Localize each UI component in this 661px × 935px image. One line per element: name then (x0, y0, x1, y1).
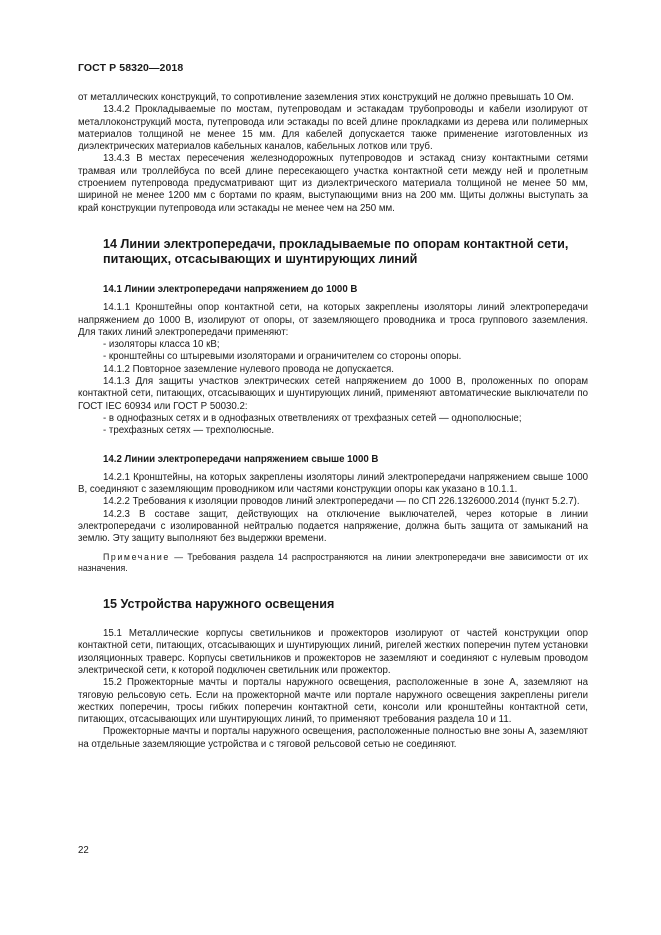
paragraph-13-4-3: 13.4.3 В местах пересечения железнодорожных путепроводов и эстакад снизу контактными сетями трамвая или троллейбуса по всей длине пересекающего участка контактной сети между ней и пролетным строением путепровода предусматривают щит из диэлектрического материала толщиной не менее 50 мм, шириной не менее 1200 мм с бортами по краям, выступающими вниз на 200 мм. Щиты должны выступать за край конструкции путепровода или эстакады не менее чем на 250 мм. (78, 153, 588, 214)
page-number: 22 (78, 845, 89, 856)
section-15-heading: 15 Устройства наружного освещения (103, 596, 335, 611)
paragraph-14-2-3: 14.2.3 В составе защит, действующих на отключение выключателей, через которые в линии электропередачи с изолированной нейтралью подается напряжение, должна быть защита от замыканий на землю. Эту защиту выполняют без выдержки времени. (78, 508, 588, 545)
document-body (78, 92, 588, 751)
paragraph-continuation: от металлических конструкций, то сопротивление заземления этих конструкций не должно превышать 10 Ом. (78, 92, 574, 103)
paragraph-14-1-2: 14.1.2 Повторное заземление нулевого провода не допускается. (103, 363, 394, 375)
paragraph-14-2-1: 14.2.1 Кронштейны, на которых закреплены изоляторы линий электропередачи напряжением свыше 1000 В, соединяют с заземляющим проводником или частями конструкции опоры как указано в 10.1.1. (78, 471, 588, 496)
paragraph-14-1-1: 14.1.1 Кронштейны опор контактной сети, на которых закреплены изоляторы линий электропередачи напряжением до 1000 В, изолируют от опоры, от заземляющего проводника и троса группового заземления. Для таких линий электропередачи применяют: (78, 302, 588, 338)
paragraph-15-2: 15.2 Прожекторные мачты и порталы наружного освещения, расположенные в зоне А, заземляют на тяговую рельсовую сеть. Если на прожекторной мачте или портале наружного освещения закреплены ригели жестких поперечин, тросы гибких поперечин контактной сети, консоли или кронштейны контактной сети, питающих, отсасывающих или шунтирующих линий, то применяют требования раздела 10 и 11. (78, 677, 588, 726)
paragraph-15-1: 15.1 Металлические корпусы светильников и прожекторов изолируют от частей конструкции опор контактной сети, питающих, отсасывающих и шунтирующих линий, ригелей жестких поперечин путем установки изоляционных траверс. Корпусы светильников и прожекторов не заземляют и соединяют с нулевым проводом электрической сети, к которой подключен светильник или прожектор. (78, 628, 588, 676)
document-header: ГОСТ Р 58320—2018 (78, 62, 184, 74)
note-text: — Требования раздела 14 распространяются на линии электропередачи вне зависимости от их назначения. (78, 551, 588, 574)
paragraph-15-2-cont: Прожекторные мачты и порталы наружного освещения, расположенные полностью вне зоны А, заземляют на отдельные заземляющие устройства и с тяговой рельсовой сетью не соединяют. (78, 726, 588, 750)
section-14-heading: 14 Линии электропередачи, прокладываемые по опорам контактной сети, питающих, отсасывающих и шунтирующих линий (103, 236, 569, 267)
subsection-14-1-heading: 14.1 Линии электропередачи напряжением до 1000 В (103, 283, 358, 295)
paragraph-14-1-3: 14.1.3 Для защиты участков электрических сетей напряжением до 1000 В, проложенных по опорам контактной сети, питающих, отсасывающих и шунтирующих линий, применяют автоматические выключатели по ГОСТ IEC 60934 или ГОСТ Р 50030.2: (78, 376, 588, 412)
list-item: - изоляторы класса 10 кВ; (103, 339, 220, 351)
paragraph-14-2-2: 14.2.2 Требования к изоляции проводов линий электропередачи — по СП 226.1326000.2014 (пункт 5.2.7). (103, 496, 580, 508)
list-item: - трехфазных сетях — трехполюсные. (103, 425, 275, 437)
section-14-note (78, 552, 588, 575)
note-label: Примечание (103, 551, 170, 562)
subsection-14-2-heading: 14.2 Линии электропередачи напряжением свыше 1000 В (103, 453, 379, 465)
list-item: - в однофазных сетях и в однофазных ответвлениях от трехфазных сетей — однополюсные; (103, 412, 522, 424)
paragraph-13-4-2: 13.4.2 Прокладываемые по мостам, путепроводам и эстакадам трубопроводы и кабели изолируют от металлоконструкций моста, путепровода или эстакады по всей длине прокладками из дерева или полимерных материалов толщиной не менее 15 мм. Для кабелей допускается также применение изготовленных из диэлектрических материалов кабельных каналов, кабельных лотков или труб. (78, 104, 588, 153)
list-item: - кронштейны со штыревыми изоляторами и ограничителем со стороны опоры. (103, 351, 462, 363)
